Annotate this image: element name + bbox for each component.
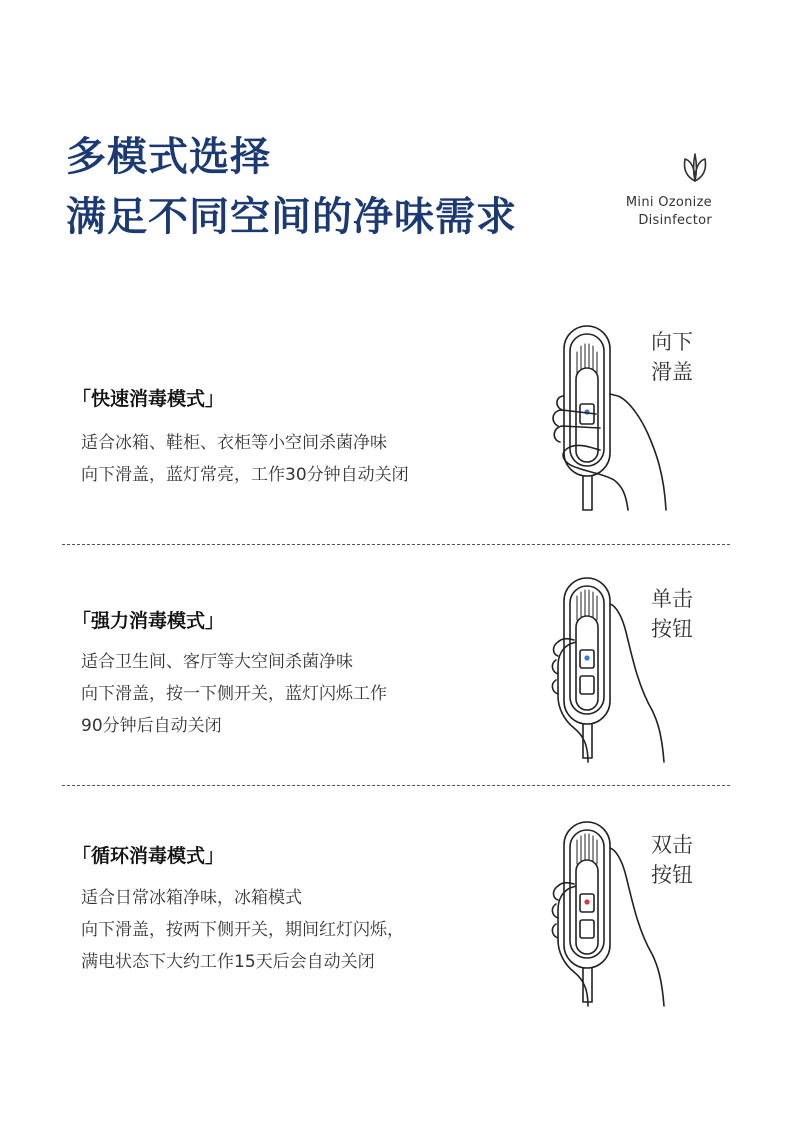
headline-line-1: 多模式选择 (66, 134, 271, 180)
description-line: 适合卫生间、客厅等大空间杀菌净味 (81, 652, 353, 672)
action-label (651, 830, 711, 890)
description-line: 向下滑盖，蓝灯常亮，工作30分钟自动关闭 (81, 465, 409, 485)
divider (62, 544, 730, 545)
description-line: 满电状态下大约工作15天后会自动关闭 (81, 952, 375, 972)
description-line: 适合日常冰箱净味，冰箱模式 (81, 888, 302, 908)
action-line: 滑盖 (651, 360, 693, 384)
action-line: 向下 (651, 330, 693, 354)
description-line: 向下滑盖，按一下侧开关，蓝灯闪烁工作 (81, 684, 387, 704)
mode-title: 「强力消毒模式」 (72, 610, 225, 632)
brand-name-line-2: Disinfector (638, 213, 712, 228)
mode-title: 「循环消毒模式」 (72, 845, 225, 867)
headline-line-2: 满足不同空间的净味需求 (66, 194, 517, 240)
brand-name-line-1: Mini Ozonize (625, 195, 712, 210)
description-line: 适合冰箱、鞋柜、衣柜等小空间杀菌净味 (81, 433, 387, 453)
mode-description (81, 646, 387, 742)
mode-title: 「快速消毒模式」 (72, 388, 225, 410)
action-line: 按钮 (651, 617, 693, 641)
mode-description (81, 427, 409, 491)
brand-block (562, 150, 712, 230)
mode-description (81, 882, 404, 978)
divider (62, 785, 730, 786)
leaf-icon (678, 150, 712, 184)
action-line: 单击 (651, 587, 693, 611)
action-label (651, 584, 711, 644)
action-line: 双击 (651, 833, 693, 857)
description-line: 90分钟后自动关闭 (81, 716, 222, 736)
action-label (651, 327, 711, 387)
action-line: 按钮 (651, 863, 693, 887)
description-line: 向下滑盖，按两下侧开关，期间红灯闪烁， (81, 920, 404, 940)
